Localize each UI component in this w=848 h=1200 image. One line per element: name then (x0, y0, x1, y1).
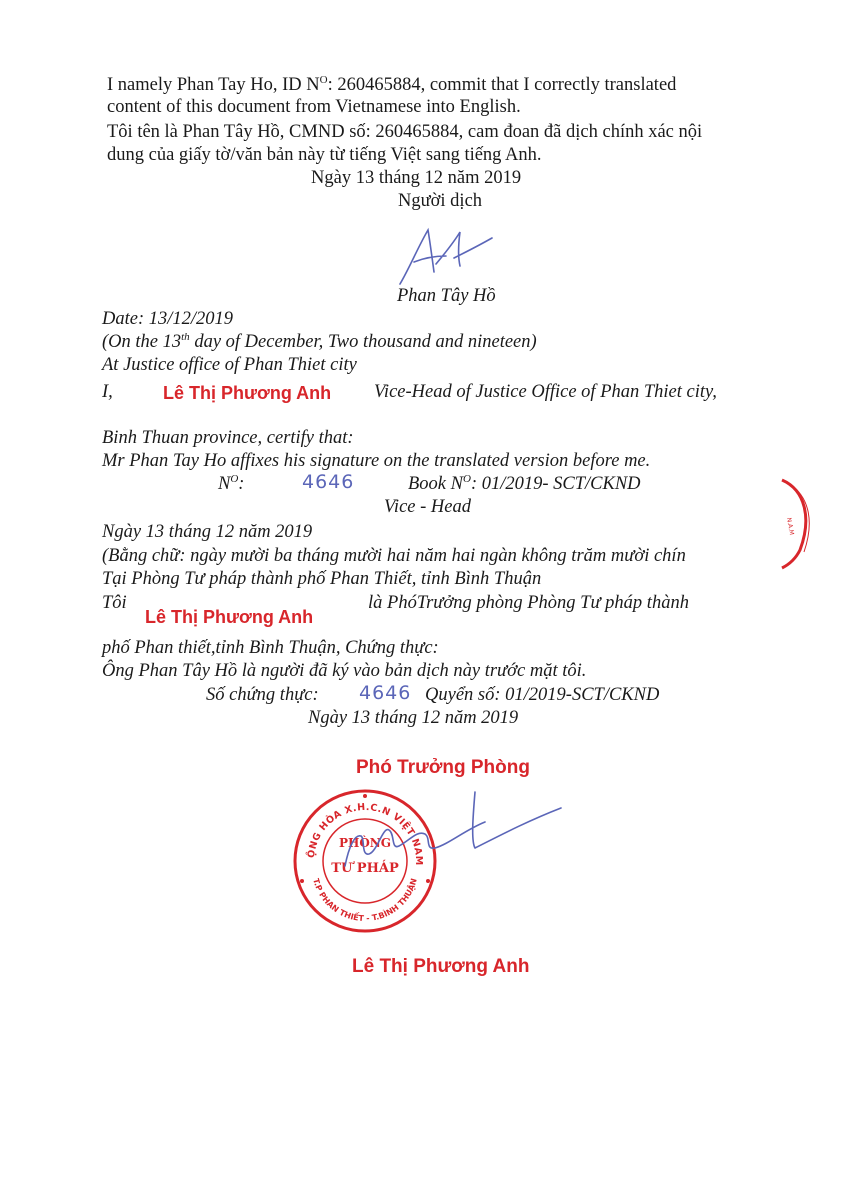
official-signature (325, 786, 585, 886)
seal-center-line2: TƯ PHÁP (331, 861, 399, 876)
cert-en-office: At Justice office of Phan Thiet city (102, 355, 357, 375)
cert-vi-number-handwritten: 4646 (359, 682, 412, 704)
cert-en-province: Binh Thuan province, certify that: (102, 428, 354, 448)
cert-vi-office: Tại Phòng Tư pháp thành phố Phan Thiết, tỉnh Bình Thuận (102, 569, 542, 589)
cert-vi-date2: Ngày 13 tháng 12 năm 2019 (308, 708, 519, 728)
signature-block-title: Phó Trưởng Phòng (356, 757, 530, 778)
translator-role: Người dịch (398, 191, 483, 211)
cert-en-on-the: (On the 13th day of December, Two thousand and nineteen) (102, 330, 537, 352)
cert-en-book: Book $N^O$: 01/2019- SCT/CKND (408, 472, 641, 494)
signature-block-name: Lê Thị Phương Anh (352, 956, 530, 977)
translator-date: Ngày 13 tháng 12 năm 2019 (311, 168, 522, 188)
translator-statement-vi-line2: dung của giấy tờ/văn bản này từ tiếng Việt sang tiếng Anh. (107, 145, 542, 165)
cert-vi-city: phố Phan thiết,tỉnh Bình Thuận, Chứng thực: (102, 638, 439, 658)
cert-en-official-name-stamp: Lê Thị Phương Anh (163, 383, 332, 403)
cert-vi-position: là PhóTrưởng phòng Phòng Tư pháp thành (368, 593, 689, 613)
translator-name: Phan Tây Hồ (397, 286, 496, 306)
partial-seal-edge (760, 478, 848, 568)
cert-vi-number-label: Số chứng thực: (206, 685, 319, 705)
cert-en-number-handwritten: 4646 (302, 471, 355, 493)
seal-outer-text: CỘNG HÒA X.H.C.N VIỆT NAM (286, 778, 425, 866)
cert-en-i-label: I, (102, 382, 113, 402)
translator-signature (388, 222, 498, 292)
cert-en-position: Vice-Head of Justice Office of Phan Thiet city, (374, 382, 717, 402)
translator-statement-en-line1: I namely Phan Tay Ho, ID $N^O$: 260465884, commit that I correctly translated (107, 73, 677, 95)
translator-statement-en-line2: content of this document from Vietnamese into English. (107, 97, 521, 117)
cert-vi-toi: Tôi (102, 593, 127, 613)
cert-vi-official-name-stamp: Lê Thị Phương Anh (145, 607, 314, 627)
cert-vi-in-words: (Bằng chữ: ngày mười ba tháng mười hai năm hai ngàn không trăm mười chín (102, 546, 686, 566)
cert-vi-book: Quyển số: 01/2019-SCT/CKND (425, 685, 660, 705)
cert-en-vice-head: Vice - Head (384, 497, 471, 517)
cert-en-statement: Mr Phan Tay Ho affixes his signature on the translated version before me. (102, 451, 651, 471)
cert-vi-statement: Ông Phan Tây Hồ là người đã ký vào bản dịch này trước mặt tôi. (102, 661, 587, 681)
cert-vi-date: Ngày 13 tháng 12 năm 2019 (102, 522, 313, 542)
svg-text:N.A.M: N.A.M (785, 517, 795, 536)
cert-en-date: Date: 13/12/2019 (102, 309, 234, 329)
translator-statement-vi-line1: Tôi tên là Phan Tây Hồ, CMND số: 260465884, cam đoan đã dịch chính xác nội (107, 122, 703, 142)
seal-bottom-text: T.P PHAN THIẾT - T.BÌNH THUẬN (311, 877, 419, 924)
seal-center-line1: PHÒNG (338, 836, 392, 850)
cert-en-no-label: $N^O$: (218, 472, 245, 494)
